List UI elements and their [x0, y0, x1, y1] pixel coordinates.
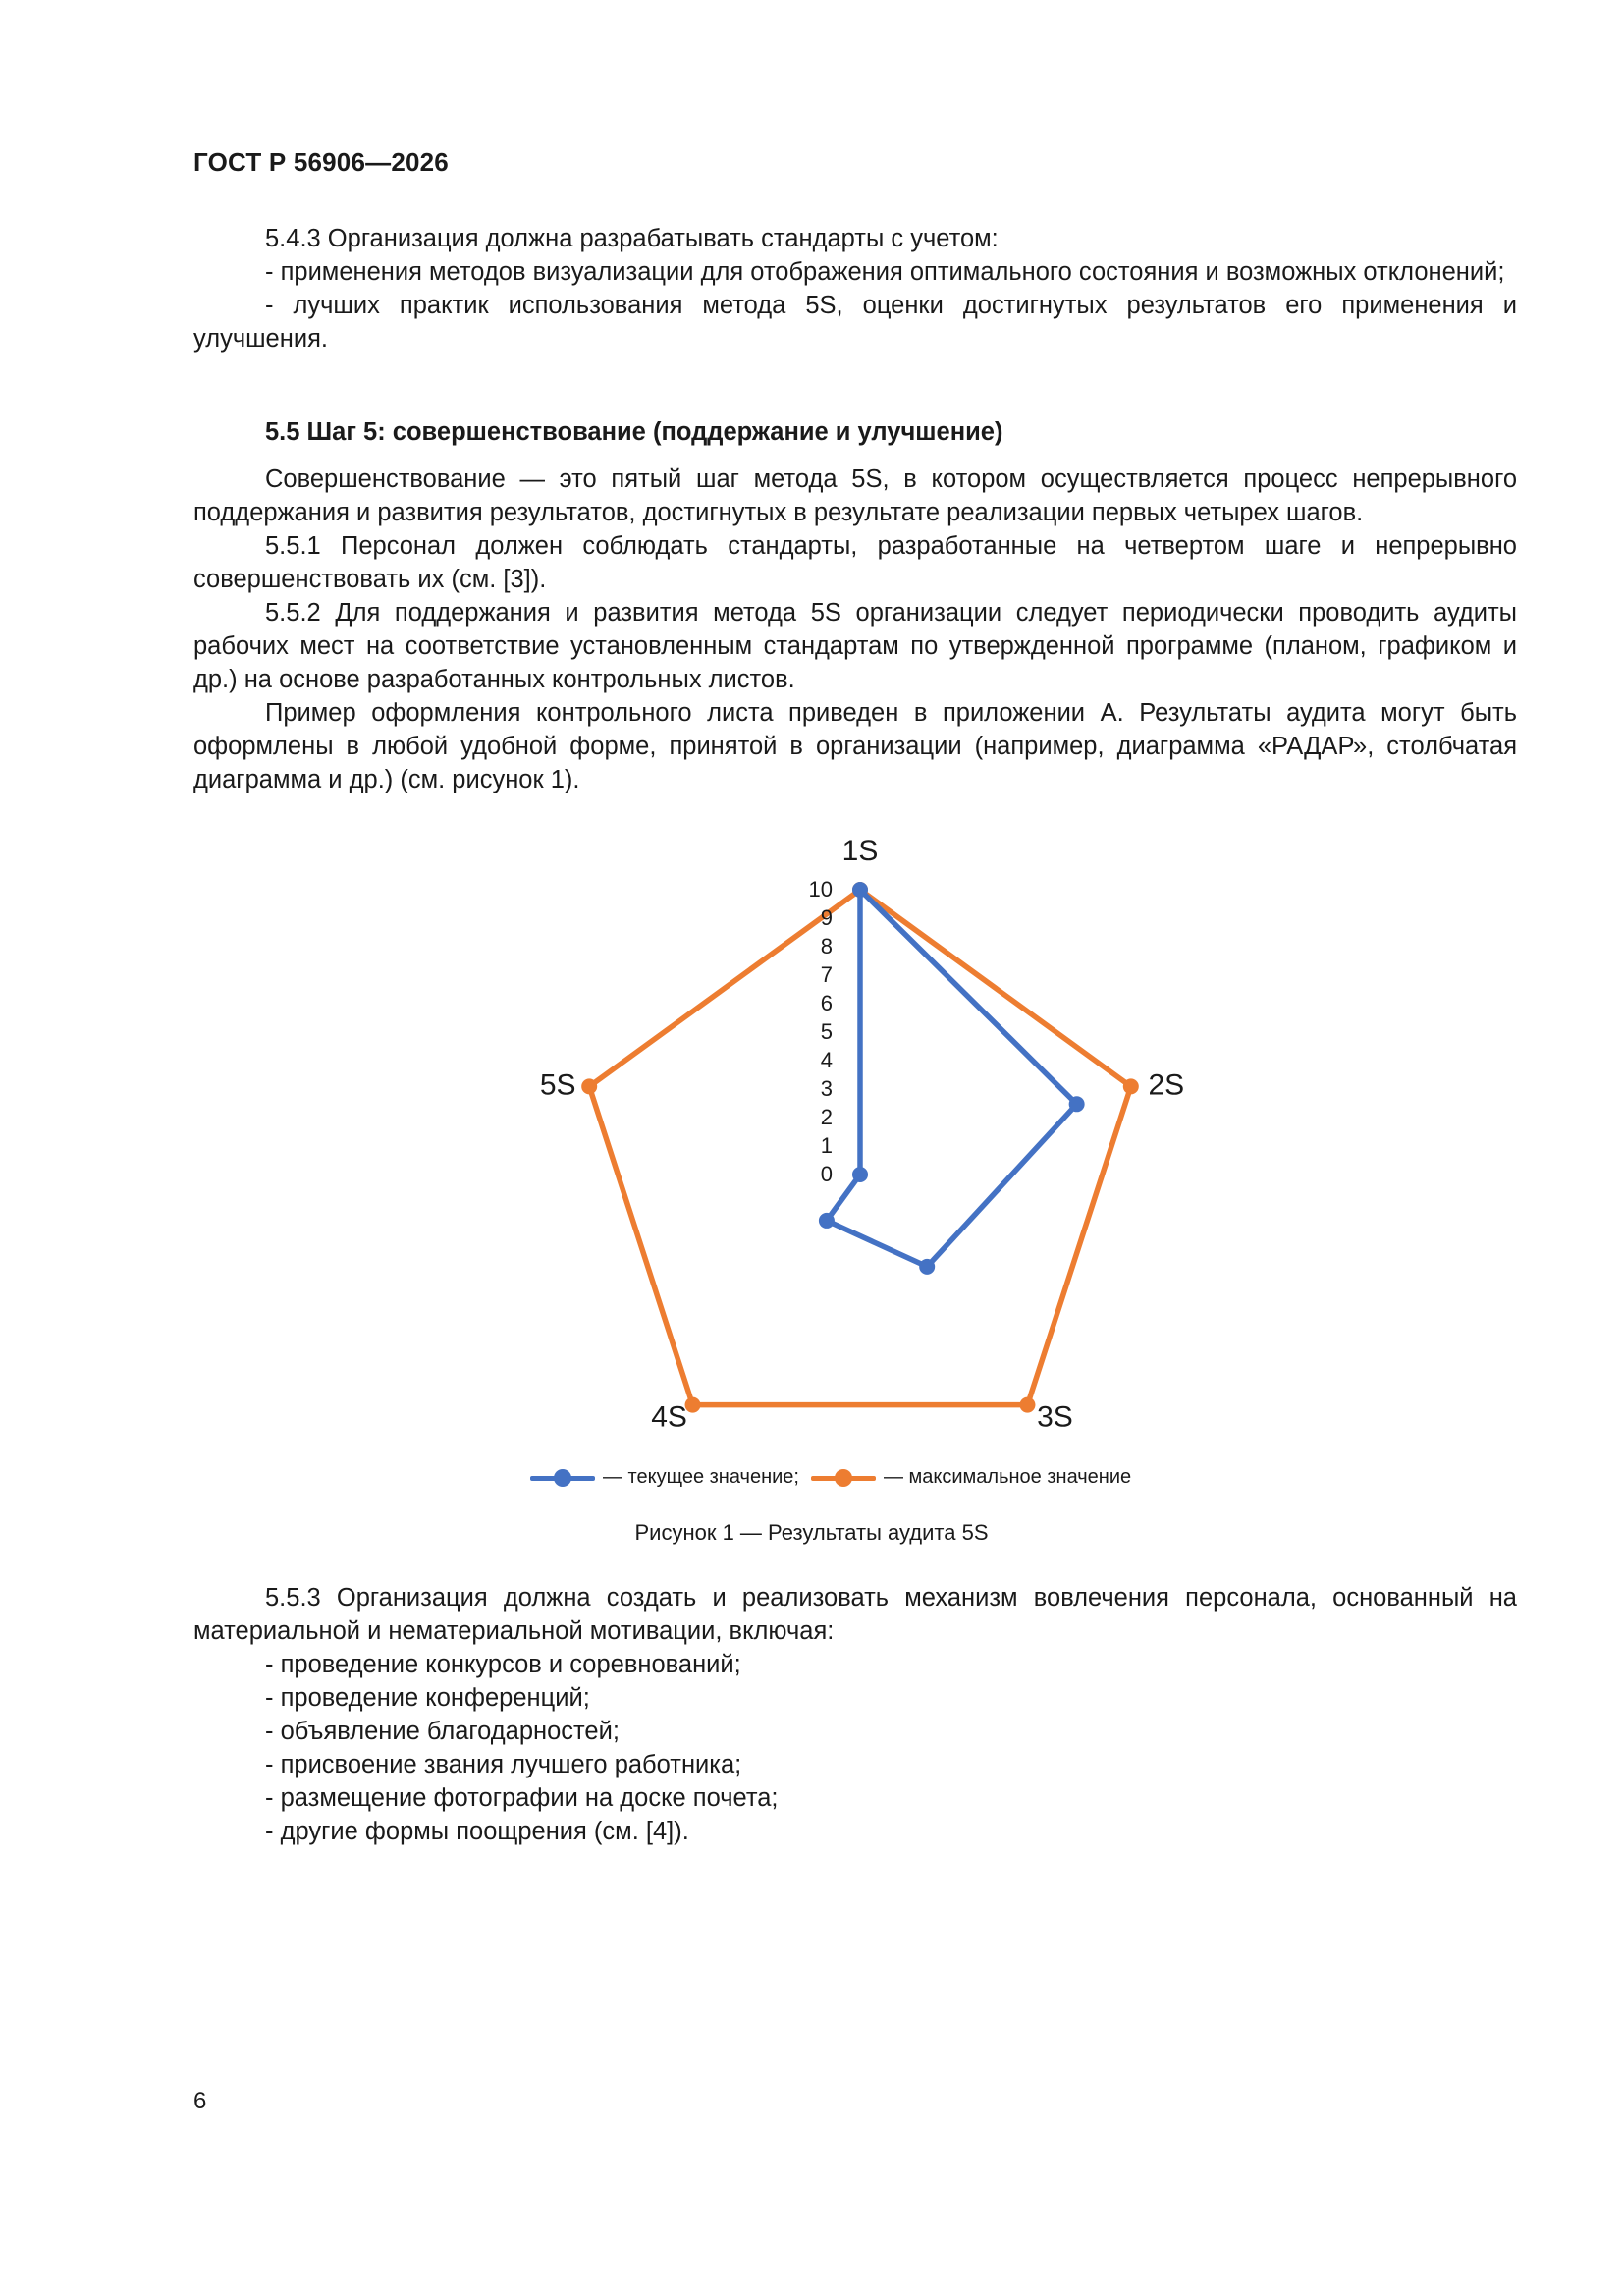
series-0-point-4 [852, 1167, 868, 1182]
series-1-point-2 [1019, 1397, 1035, 1413]
series-1-point-3 [685, 1397, 701, 1413]
list-item: - лучших практик использования метода 5S, оценки достигнутых результатов его применения и улучшения. [193, 292, 1517, 353]
legend-label-max: — максимальное значение [883, 1466, 1132, 1488]
scale-tick-label: 0 [820, 1162, 833, 1186]
paragraph: Пример оформления контрольного листа приведен в приложении А. Результаты аудита могут быть оформлены в любой удобной форме, принятой в организации (например, диаграмма «РАДАР», столбчатая диаграмма и др.) (см. рисунок 1). [193, 699, 1517, 793]
category-label: 3S [1037, 1400, 1073, 1434]
list-item: - применения методов визуализации для отображения оптимального состояния и возможных отклонений; [265, 258, 1505, 286]
list-item: - объявление благодарностей; [265, 1718, 620, 1745]
scale-tick-label: 1 [820, 1133, 833, 1158]
scale-tick-label: 4 [820, 1048, 833, 1072]
category-label: 4S [651, 1400, 687, 1434]
legend-item-current [530, 1466, 799, 1489]
legend-swatch-max [811, 1468, 876, 1488]
paragraph: 5.5.2 Для поддержания и развития метода 5S организации следует периодически проводить аудиты рабочих мест на соответствие установленным стандартам по утвержденной программе (планом, графиком и др.) на основе разработанных контрольных листов. [193, 599, 1517, 693]
scale-tick-label: 7 [820, 962, 833, 987]
scale-tick-label: 9 [820, 905, 833, 930]
scale-tick-label: 6 [820, 991, 833, 1015]
chart-legend [530, 1466, 1143, 1489]
series-1-point-4 [581, 1078, 597, 1094]
legend-swatch-current [530, 1468, 595, 1488]
section-5-4-3 [193, 222, 1517, 355]
legend-item-max [811, 1466, 1131, 1489]
series-0-point-3 [819, 1213, 835, 1229]
scale-tick-label: 2 [820, 1105, 833, 1129]
series-0-point-1 [1069, 1096, 1085, 1112]
series-1-point-1 [1123, 1078, 1139, 1094]
paragraph: 5.5.1 Персонал должен соблюдать стандарты, разработанные на четвертом шаге и непрерывно совершенствовать их (см. [3]). [193, 532, 1517, 593]
series-0-point-2 [919, 1259, 935, 1275]
legend-label-current: — текущее значение; [603, 1466, 799, 1488]
category-label: 1S [841, 835, 879, 867]
list-item: - другие формы поощрения (см. [4]). [265, 1818, 689, 1845]
list-item: - размещение фотографии на доске почета; [265, 1784, 779, 1812]
section-5-5 [193, 463, 1517, 796]
radar-chart [0, 805, 1623, 1434]
list-item: - присвоение звания лучшего работника; [265, 1751, 742, 1778]
section-heading: 5.5 Шаг 5: совершенствование (поддержание и улучшение) [265, 418, 1003, 446]
scale-tick-label: 5 [820, 1019, 833, 1044]
paragraph: Совершенствование — это пятый шаг метода 5S, в котором осуществляется процесс непрерывного поддержания и развития результатов, достигнутых в результате реализации первых четырех шагов. [193, 465, 1517, 526]
page-number: 6 [193, 2088, 207, 2114]
category-label: 5S [539, 1068, 576, 1102]
standard-header: ГОСТ Р 56906—2026 [193, 147, 449, 177]
figure-caption: Рисунок 1 — Результаты аудита 5S [634, 1520, 989, 1545]
radar-chart-figure [0, 805, 1623, 1434]
paragraph: 5.5.3 Организация должна создать и реализовать механизм вовлечения персонала, основанный на материальной и нематериальной мотивации, включая: [193, 1584, 1517, 1645]
section-5-5-3 [193, 1581, 1517, 1848]
list-item: - проведение конференций; [265, 1684, 590, 1712]
scale-tick-label: 10 [808, 877, 833, 902]
scale-tick-label: 8 [820, 934, 833, 958]
series-line-0 [827, 890, 1077, 1267]
paragraph: 5.4.3 Организация должна разрабатывать стандарты с учетом: [265, 225, 999, 252]
scale-tick-label: 3 [820, 1076, 833, 1101]
series-0-point-0 [852, 882, 868, 898]
section-heading-block [193, 415, 1517, 449]
list-item: - проведение конкурсов и соревнований; [265, 1651, 741, 1678]
category-label: 2S [1148, 1068, 1185, 1102]
